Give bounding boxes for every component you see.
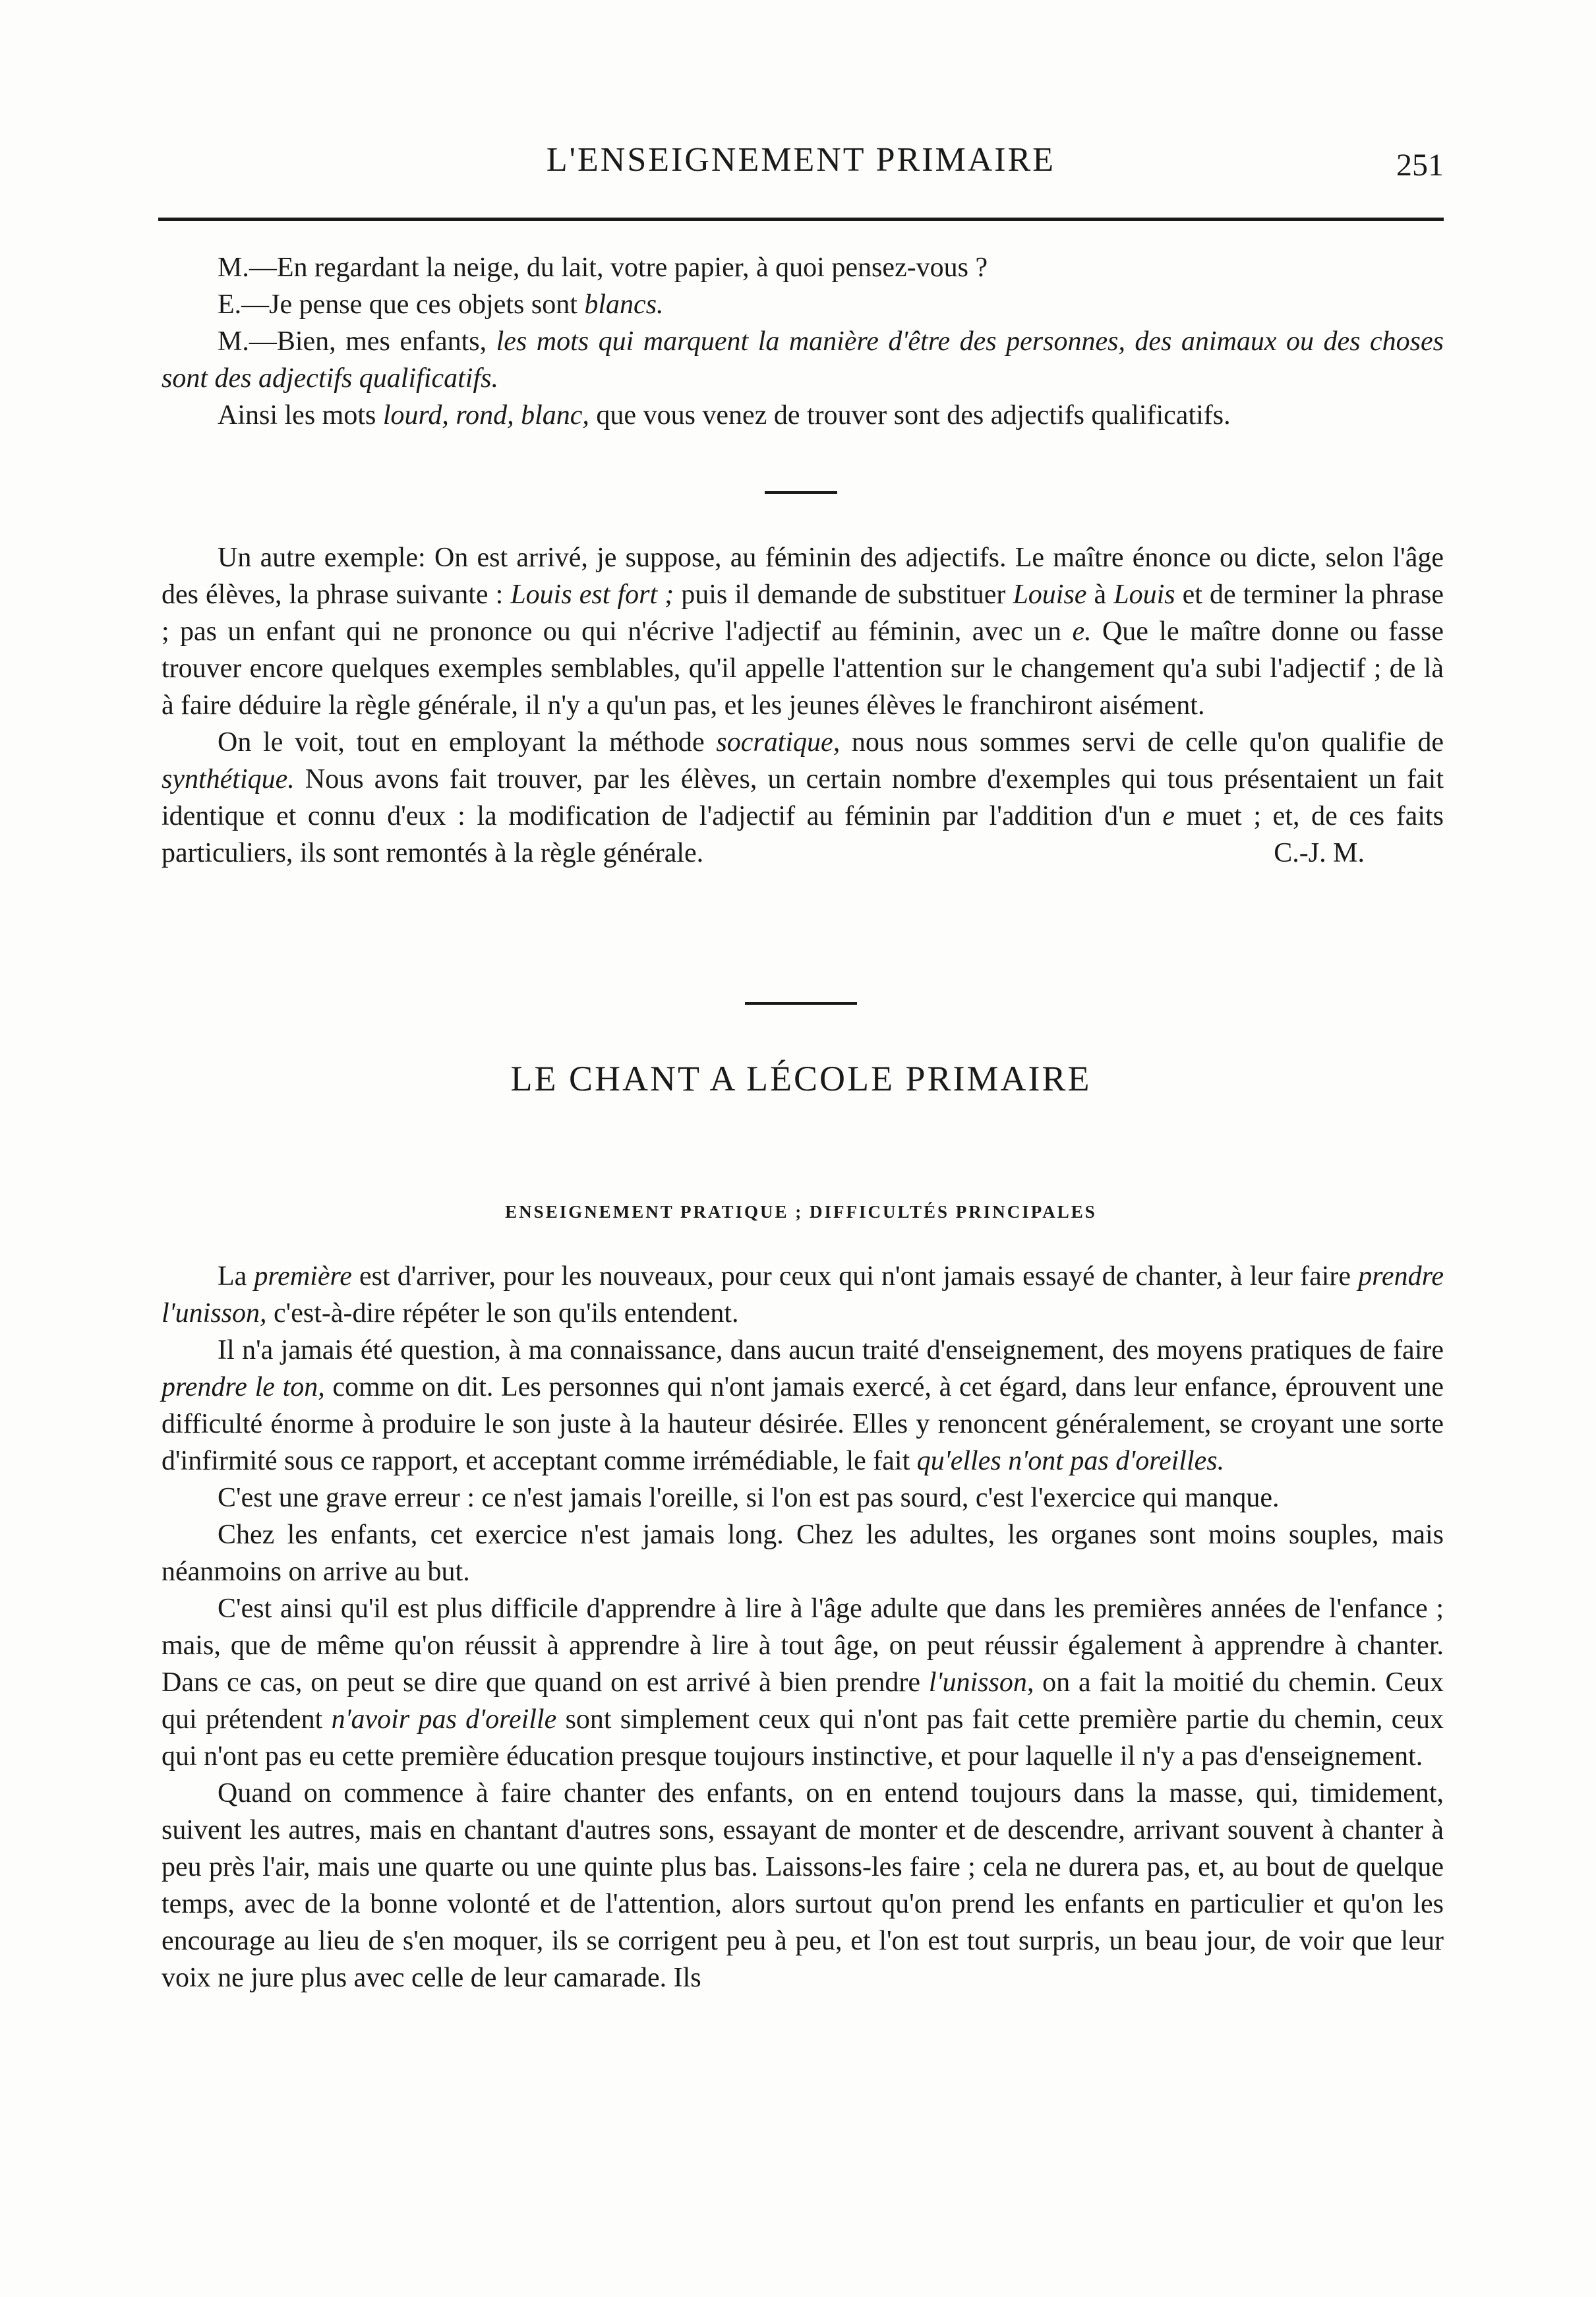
italic-run: e (1162, 801, 1175, 831)
text-run: on a fait la moitié du chemin. Ceux qui prétendent (162, 1667, 1444, 1735)
dialogue-line (162, 249, 1444, 286)
text-run: muet ; et, de ces faits particuliers, ils sont remontés à la règle générale. (162, 801, 1444, 868)
italic-run: première (254, 1261, 352, 1292)
italic-run: Louise (1013, 580, 1087, 610)
dialogue-block (162, 249, 1444, 434)
text-run: puis il demande de substituer (674, 580, 1013, 610)
author-signature: C.-J. M. (1274, 838, 1365, 868)
text-run: Quand on commence à faire chanter des enfants, on en entend toujours dans la masse, qui, timidement, suivent les autres, mais en chantant d'autres sons, essayant de monter et de descendre, arrivant souvent à chanter à peu près l'air, mais une quarte ou une quinte plus bas. Laissons-les faire ; cela ne durera pas, et, au bout de quelque temps, avec de la bonne volonté et de l'attention, alors surtout qu'on prend les enfants en particulier et qu'on les encourage au lieu de s'en moquer, ils se corrigent peu à peu, et l'on est tout surpris, un beau jour, de voir que leur voix ne jure plus avec celle de leur camarade. Ils (162, 1778, 1444, 1993)
italic-run: n'avoir pas d'oreille (331, 1704, 557, 1735)
italic-run: synthétique. (162, 764, 295, 794)
text-run: et de terminer la phrase ; pas un enfant qui ne prononce ou qui n'écrive l'adjectif au féminin, avec un (162, 580, 1444, 647)
text-run: comme on dit. Les personnes qui n'ont jamais exercé, à cet égard, dans leur enfance, éprouvent une difficulté énorme à produire le son juste à la hauteur désirée. Elles y renoncent généralement, se croyant une sorte d'infirmité sous ce rapport, et acceptant comme irrémédiable, le fait (162, 1372, 1444, 1476)
italic-run: prendre le ton, (162, 1372, 325, 1402)
section-separator (745, 1002, 857, 1005)
italic-run: Louis (1113, 580, 1175, 610)
paragraph (162, 539, 1444, 724)
text-run: c'est-à-dire répéter le son qu'ils entendent. (266, 1298, 739, 1328)
dialogue-line (162, 397, 1444, 434)
text-run: M.—En regardant la neige, du lait, votre papier, à quoi pensez-vous ? (218, 253, 988, 283)
text-run: C'est ainsi qu'il est plus difficile d'apprendre à lire à l'âge adulte que dans les premières années de l'enfance ; mais, que de même qu'on réussit à apprendre à lire à tout âge, on peut réussir également à apprendre à chanter. Dans ce cas, on peut se dire que quand on est arrivé à bien prendre (162, 1594, 1444, 1698)
text-run: Que le maître donne ou fasse trouver encore quelques exemples semblables, qu'il appelle l'attention sur le changement qu'a subi l'adjectif ; de là à faire déduire la règle générale, il n'y a qu'un pas, et les jeunes élèves le franchiront aisément. (162, 616, 1444, 721)
section-subheading: ENSEIGNEMENT PRATIQUE ; DIFFICULTÉS PRINCIPALES (505, 1202, 1097, 1222)
text-run: On le voit, tout en employant la méthode (218, 727, 717, 758)
text-run: sont simplement ceux qui n'ont pas fait cette première partie du chemin, ceux qui n'ont pas eu cette première éducation presque toujours instinctive, et pour laquelle il n'y a pas d'enseignement. (162, 1704, 1444, 1772)
chant-section-body (162, 1258, 1444, 1996)
italic-run: lourd, rond, blanc, (382, 400, 589, 431)
paragraph (162, 1258, 1444, 1332)
italic-run: l'unisson, (928, 1667, 1034, 1698)
italic-run: les mots qui marquent la manière d'être des personnes, des animaux ou des choses sont des adjectifs qualificatifs. (162, 326, 1444, 394)
italic-run: socratique, (716, 727, 841, 758)
text-run: Ainsi les mots (218, 400, 383, 431)
section-title: LE CHANT A LÉCOLE PRIMAIRE (510, 1059, 1092, 1098)
text-run: que vous venez de trouver sont des adjectifs qualificatifs. (589, 400, 1231, 431)
italic-run: blancs. (584, 289, 664, 320)
italic-run: prendre l'unisson, (162, 1261, 1444, 1328)
dialogue-line (162, 323, 1444, 397)
text-run: Nous avons fait trouver, par les élèves, un certain nombre d'exemples qui tous présentaient un fait identique et connu d'eux : la modification de l'adjectif au féminin par l'addition d'un (162, 764, 1444, 831)
running-title: L'ENSEIGNEMENT PRIMAIRE (546, 141, 1056, 179)
text-run: E.—Je pense que ces objets sont (218, 289, 585, 320)
text-run: M.—Bien, mes enfants, (218, 326, 496, 357)
example-section (162, 539, 1444, 872)
page-header (158, 135, 1444, 188)
italic-run: Louis est fort ; (510, 580, 674, 610)
page-number: 251 (1396, 148, 1444, 183)
short-separator (765, 491, 837, 494)
paragraph (162, 1332, 1444, 1479)
dialogue-line (162, 286, 1444, 323)
paragraph (162, 724, 1444, 872)
text-run: Un autre exemple: On est arrivé, je suppose, au féminin des adjectifs. Le maître énonce ou dicte, selon l'âge des élèves, la phrase suivante : (162, 543, 1444, 610)
text-run: Il n'a jamais été question, à ma connaissance, dans aucun traité d'enseignement, des moyens pratiques de faire (218, 1335, 1444, 1365)
paragraph (162, 1775, 1444, 1996)
text-run: Chez les enfants, cet exercice n'est jamais long. Chez les adultes, les organes sont moins souples, mais néanmoins on arrive au but. (162, 1520, 1444, 1587)
text-run: à (1086, 580, 1114, 610)
text-run: nous nous sommes servi de celle qu'on qualifie de (840, 727, 1444, 758)
italic-run: qu'elles n'ont pas d'oreilles. (916, 1446, 1225, 1476)
text-run: C'est une grave erreur : ce n'est jamais l'oreille, si l'on est pas sourd, c'est l'exercice qui manque. (218, 1483, 1280, 1513)
text-run: La (218, 1261, 254, 1292)
paragraph (162, 1590, 1444, 1775)
paragraph (162, 1479, 1444, 1516)
paragraph (162, 1516, 1444, 1590)
italic-run: e. (1072, 616, 1092, 647)
text-run: est d'arriver, pour les nouveaux, pour ceux qui n'ont jamais essayé de chanter, à leur faire (351, 1261, 1359, 1292)
header-rule (158, 218, 1444, 221)
